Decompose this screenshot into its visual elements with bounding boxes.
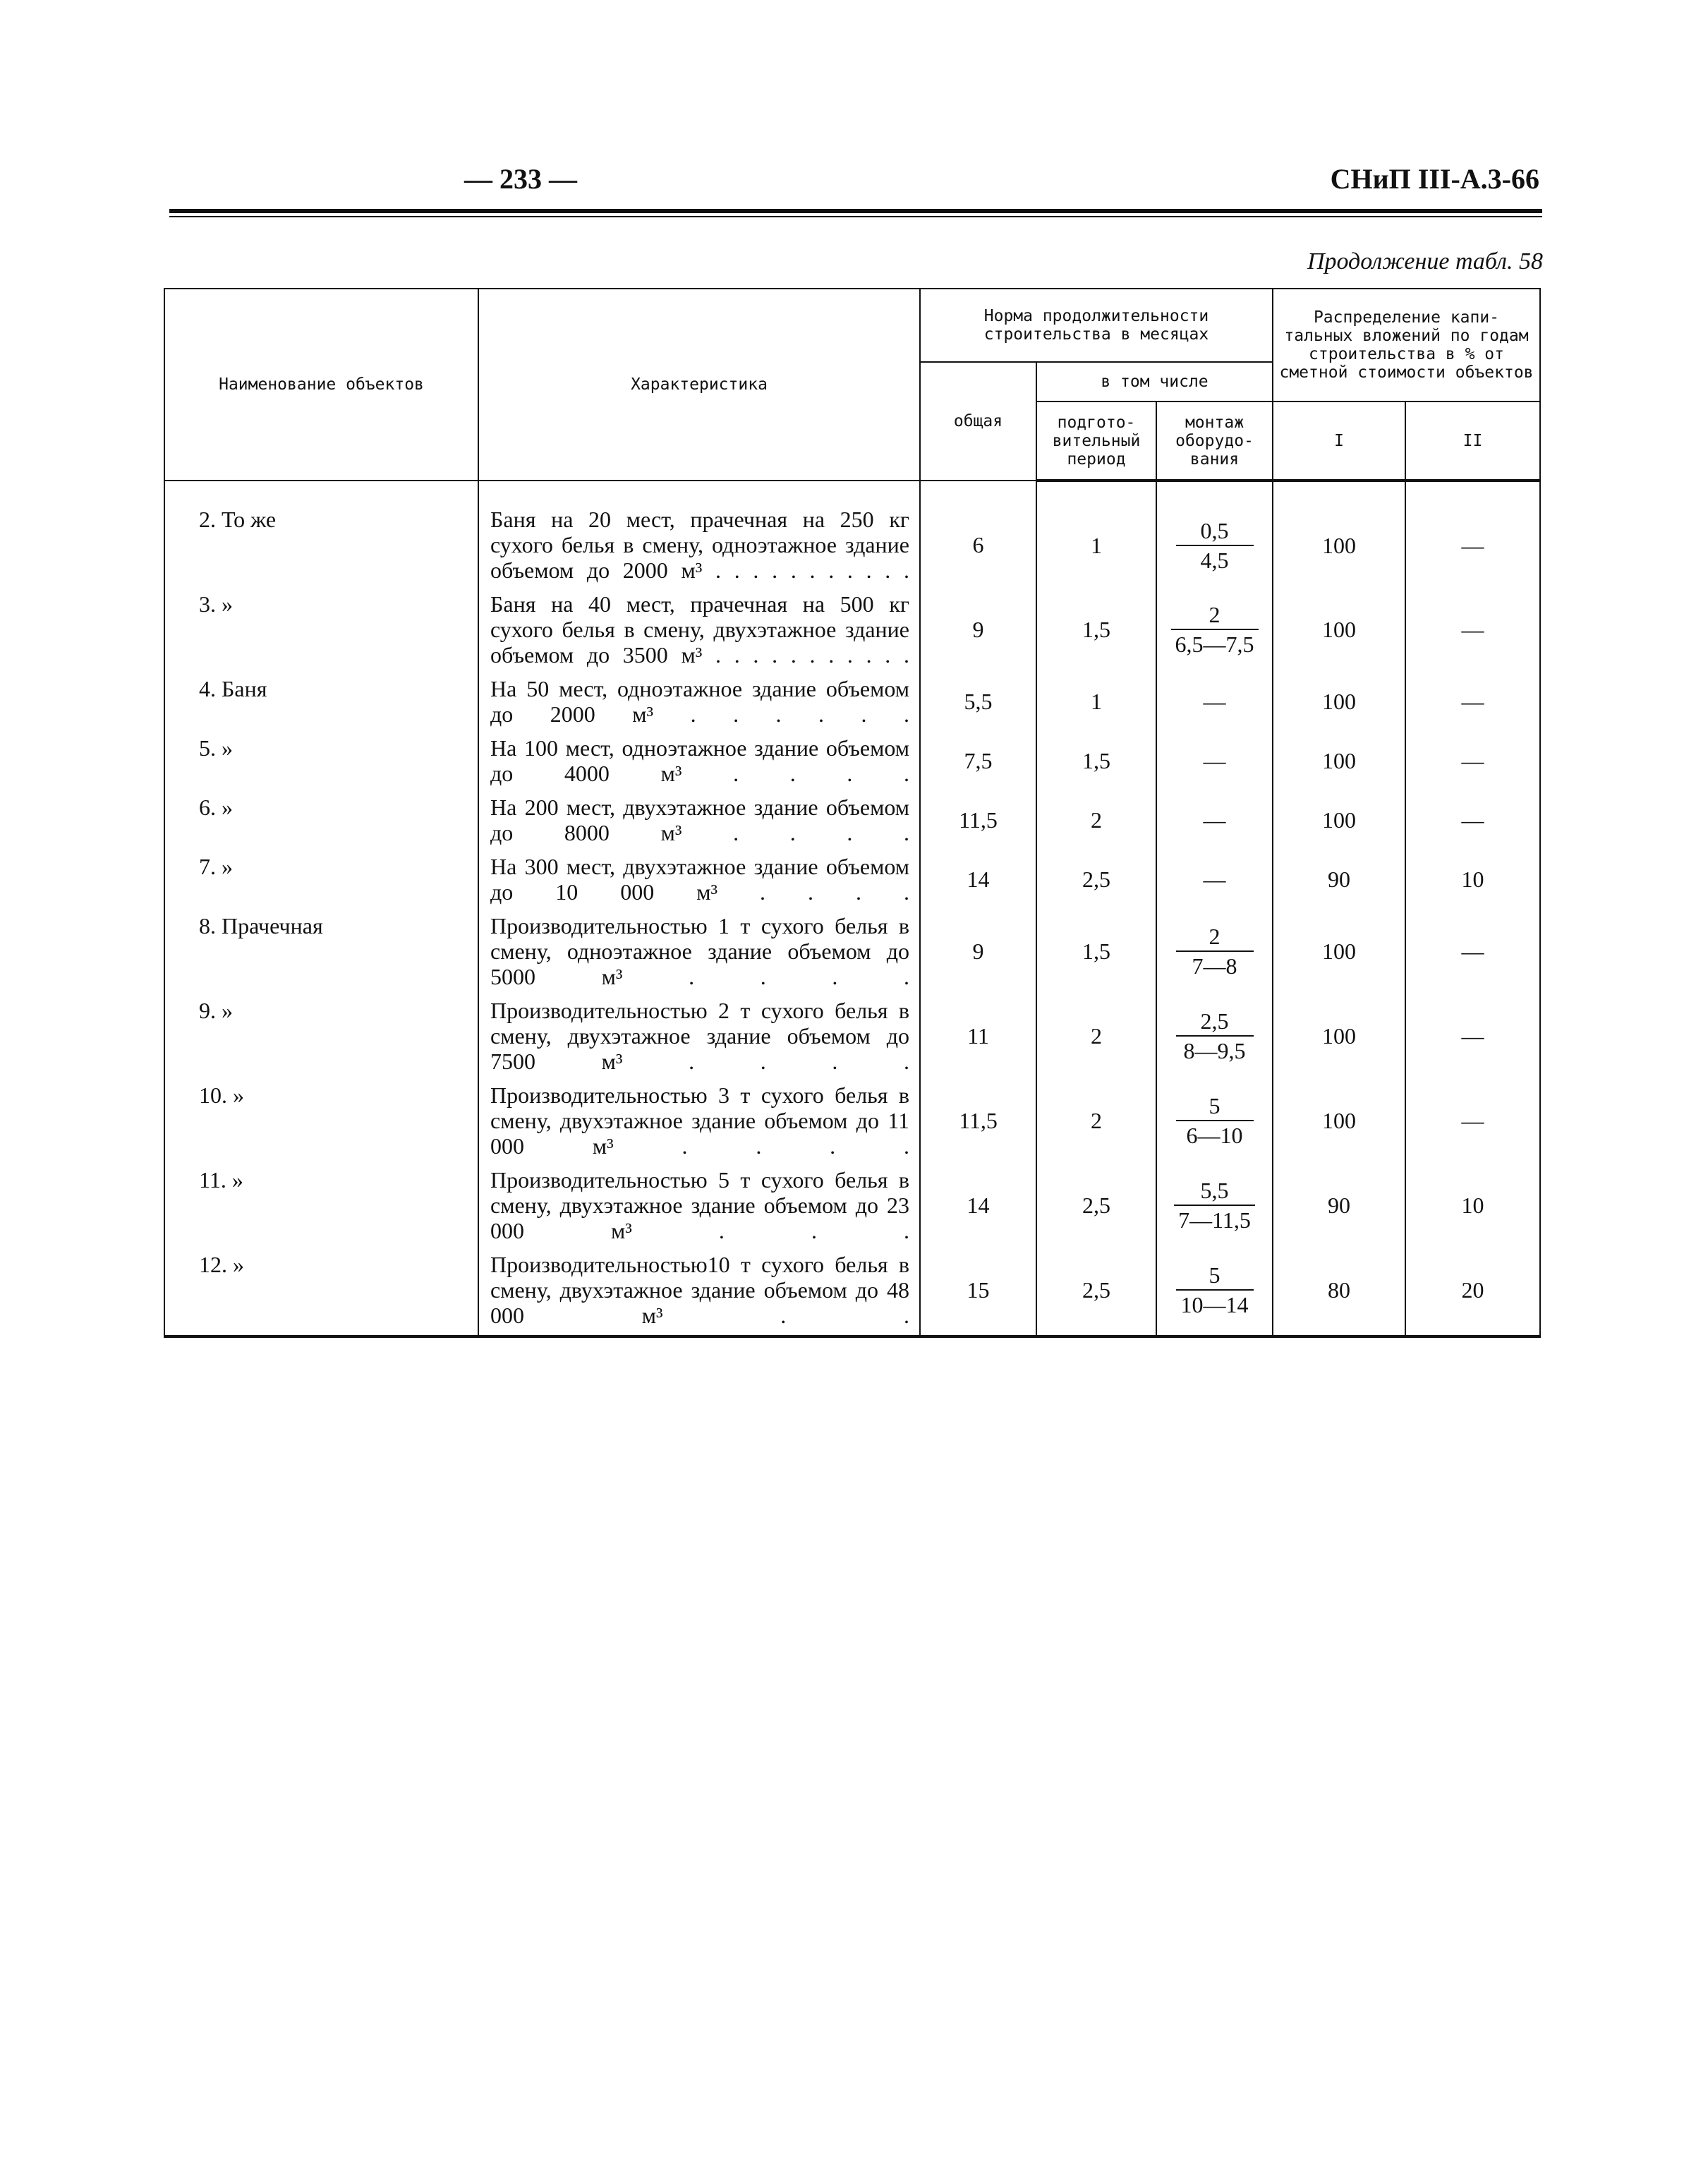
installation-numerator: 0,5 (1176, 518, 1254, 546)
object-name: 12. » (164, 1248, 478, 1336)
installation-fraction (1176, 1093, 1254, 1148)
table-row (164, 909, 1540, 994)
duration-total: 9 (920, 587, 1036, 672)
investment-year-1: 100 (1273, 672, 1405, 731)
duration-total: 11,5 (920, 790, 1036, 850)
installation-fraction (1176, 518, 1254, 573)
duration-installation (1156, 850, 1273, 909)
duration-preparatory: 1,5 (1036, 909, 1156, 994)
duration-preparatory: 1,5 (1036, 731, 1156, 790)
table-body (164, 481, 1540, 1336)
installation-denominator: 10—14 (1180, 1292, 1249, 1317)
installation-value: — (1203, 689, 1226, 714)
object-characteristic: Производительностью10 т сухого белья в смену, двухэтажное здание объемом до 48 000 м³ . . (478, 1248, 920, 1336)
header-equipment-installation: монтаж оборудо- вания (1156, 402, 1273, 481)
duration-total: 7,5 (920, 731, 1036, 790)
investment-year-2: 10 (1405, 850, 1540, 909)
installation-numerator: 5 (1176, 1262, 1254, 1291)
investment-year-1: 100 (1273, 1078, 1405, 1163)
investment-year-2: 10 (1405, 1163, 1540, 1248)
object-name: 5. » (164, 731, 478, 790)
object-characteristic: На 200 мест, двухэтажное здание объемом до 8000 м³ . . . . (478, 790, 920, 850)
object-name: 11. » (164, 1163, 478, 1248)
table-row (164, 481, 1540, 587)
header-year-1: I (1273, 402, 1405, 481)
page-number: — 233 — (464, 163, 577, 195)
duration-total: 9 (920, 909, 1036, 994)
installation-numerator: 5 (1176, 1093, 1254, 1121)
table-row (164, 994, 1540, 1078)
duration-installation (1156, 790, 1273, 850)
table-continuation-caption: Продолжение табл. 58 (1307, 248, 1543, 274)
installation-fraction (1171, 602, 1259, 657)
installation-denominator: 8—9,5 (1183, 1038, 1246, 1063)
duration-installation (1156, 994, 1273, 1078)
duration-installation (1156, 731, 1273, 790)
duration-installation (1156, 1078, 1273, 1163)
duration-preparatory: 2,5 (1036, 850, 1156, 909)
investment-year-2: — (1405, 994, 1540, 1078)
installation-numerator: 2 (1176, 924, 1254, 952)
table-header (164, 289, 1540, 481)
installation-value: — (1203, 748, 1226, 773)
header-characteristic: Характеристика (478, 289, 920, 481)
investment-year-2: — (1405, 790, 1540, 850)
header-rule (169, 209, 1542, 213)
installation-value: — (1203, 867, 1226, 892)
table-row (164, 587, 1540, 672)
duration-preparatory: 2,5 (1036, 1248, 1156, 1336)
duration-total: 11 (920, 994, 1036, 1078)
duration-preparatory: 1 (1036, 672, 1156, 731)
investment-year-2: — (1405, 481, 1540, 587)
installation-denominator: 6—10 (1186, 1123, 1243, 1148)
header-investment-distribution: Распределение капи- тальных вложений по годам строительства в % от сметной стоимости объектов (1273, 289, 1540, 402)
installation-fraction (1174, 1178, 1255, 1233)
object-characteristic: Производительностью 5 т сухого белья в смену, двухэтажное здание объемом до 23 000 м³ . . . (478, 1163, 920, 1248)
construction-duration-table (164, 288, 1541, 1338)
duration-installation (1156, 672, 1273, 731)
duration-total: 15 (920, 1248, 1036, 1336)
duration-total: 14 (920, 850, 1036, 909)
table-row (164, 731, 1540, 790)
object-characteristic: Производительностью 1 т сухого белья в смену, одноэтажное здание объемом до 5000 м³ . . . . (478, 909, 920, 994)
installation-denominator: 4,5 (1200, 547, 1229, 573)
object-name: 7. » (164, 850, 478, 909)
object-characteristic: Производительностью 3 т сухого белья в смену, двухэтажное здание объемом до 11 000 м³ . . . . (478, 1078, 920, 1163)
object-characteristic: На 300 мест, двухэтажное здание объемом до 10 000 м³ . . . . (478, 850, 920, 909)
object-name: 2. То же (164, 481, 478, 587)
header-including: в том числе (1036, 362, 1273, 402)
object-characteristic: Баня на 20 мест, прачечная на 250 кг сухого белья в смену, одноэтажное здание объемом до 2000 м³ . . . . . . . . . . . (478, 481, 920, 587)
installation-numerator: 2 (1171, 602, 1259, 630)
investment-year-2: — (1405, 1078, 1540, 1163)
investment-year-1: 100 (1273, 994, 1405, 1078)
table-row (164, 1163, 1540, 1248)
object-name: 3. » (164, 587, 478, 672)
investment-year-2: — (1405, 909, 1540, 994)
duration-installation (1156, 481, 1273, 587)
duration-total: 11,5 (920, 1078, 1036, 1163)
object-characteristic: На 50 мест, одноэтажное здание объемом до 2000 м³ . . . . . . (478, 672, 920, 731)
duration-installation (1156, 1248, 1273, 1336)
installation-fraction (1176, 924, 1254, 979)
investment-year-1: 100 (1273, 731, 1405, 790)
header-preparatory-period: подгото- вительный период (1036, 402, 1156, 481)
duration-preparatory: 1,5 (1036, 587, 1156, 672)
investment-year-2: — (1405, 587, 1540, 672)
investment-year-1: 90 (1273, 850, 1405, 909)
installation-fraction (1176, 1262, 1254, 1317)
object-name: 8. Прачечная (164, 909, 478, 994)
investment-year-1: 100 (1273, 587, 1405, 672)
duration-preparatory: 2 (1036, 994, 1156, 1078)
installation-numerator: 5,5 (1174, 1178, 1255, 1206)
investment-year-2: — (1405, 731, 1540, 790)
investment-year-2: 20 (1405, 1248, 1540, 1336)
duration-preparatory: 2 (1036, 1078, 1156, 1163)
header-total: общая (920, 362, 1036, 481)
object-name: 6. » (164, 790, 478, 850)
duration-total: 14 (920, 1163, 1036, 1248)
object-name: 10. » (164, 1078, 478, 1163)
installation-fraction (1176, 1008, 1254, 1063)
installation-denominator: 6,5—7,5 (1175, 632, 1254, 657)
installation-denominator: 7—11,5 (1178, 1207, 1251, 1233)
header-duration-norm: Норма продолжительности строительства в месяцах (920, 289, 1273, 362)
table-row (164, 1248, 1540, 1336)
table-row (164, 790, 1540, 850)
investment-year-1: 100 (1273, 790, 1405, 850)
object-characteristic: На 100 мест, одноэтажное здание объемом до 4000 м³ . . . . (478, 731, 920, 790)
duration-preparatory: 2 (1036, 790, 1156, 850)
duration-total: 5,5 (920, 672, 1036, 731)
object-characteristic: Производительностью 2 т сухого белья в смену, двухэтажное здание объемом до 7500 м³ . . . . (478, 994, 920, 1078)
header-year-2: II (1405, 402, 1540, 481)
investment-year-1: 100 (1273, 909, 1405, 994)
investment-year-1: 90 (1273, 1163, 1405, 1248)
table-row (164, 672, 1540, 731)
duration-installation (1156, 1163, 1273, 1248)
investment-year-2: — (1405, 672, 1540, 731)
table-row (164, 850, 1540, 909)
header-rule-thin (169, 216, 1542, 217)
object-characteristic: Баня на 40 мест, прачечная на 500 кг сухого белья в смену, двухэтажное здание объемом до 3500 м³ . . . . . . . . . . . (478, 587, 920, 672)
header-object-name: Наименование объектов (164, 289, 478, 481)
duration-preparatory: 1 (1036, 481, 1156, 587)
object-name: 4. Баня (164, 672, 478, 731)
document-code: СНиП III-А.3-66 (1330, 163, 1539, 195)
duration-installation (1156, 587, 1273, 672)
duration-installation (1156, 909, 1273, 994)
object-name: 9. » (164, 994, 478, 1078)
installation-value: — (1203, 807, 1226, 833)
duration-preparatory: 2,5 (1036, 1163, 1156, 1248)
investment-year-1: 80 (1273, 1248, 1405, 1336)
table-row (164, 1078, 1540, 1163)
investment-year-1: 100 (1273, 481, 1405, 587)
installation-denominator: 7—8 (1192, 953, 1237, 979)
installation-numerator: 2,5 (1176, 1008, 1254, 1037)
duration-total: 6 (920, 481, 1036, 587)
